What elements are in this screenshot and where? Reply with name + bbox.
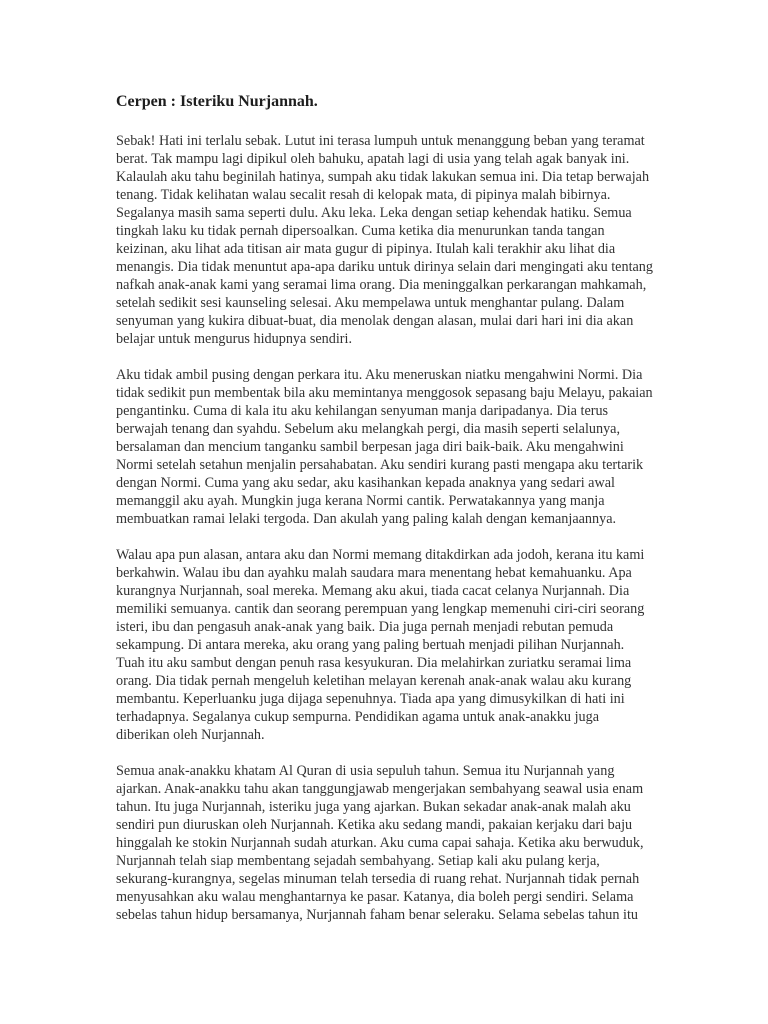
paragraph-1: Sebak! Hati ini terlalu sebak. Lutut ini terasa lumpuh untuk menanggung beban yang teramat berat. Tak mampu lagi dipikul oleh bahuku, apatah lagi di usia yang telah agak banyak ini. Kalaulah aku tahu beginilah hatinya, sumpah aku tidak lakukan semua ini. Dia tetap berwajah tenang. Tidak kelihatan walau secalit resah di kelopak mata, di pipinya malah bibirnya. Segalanya masih sama seperti dulu. Aku leka. Leka dengan setiap kehendak hatiku. Semua tingkah laku ku tidak pernah dipersoalkan. Cuma ketika dia menurunkan tanda tangan keizinan, aku lihat ada titisan air mata gugur di pipinya. Itulah kali terakhir aku lihat dia menangis. Dia tidak menuntut apa-apa dariku untuk dirinya selain dari mengingati aku tentang nafkah anak-anak kami yang seramai lima orang. Dia meninggalkan perkarangan mahkamah, setelah sedikit sesi kaunseling selesai. Aku mempelawa untuk menghantar pulang. Dalam senyuman yang kukira dibuat-buat, dia menolak dengan alasan, mulai dari hari ini dia akan belajar untuk mengurus hidupnya sendiri. (116, 133, 653, 347)
document-page (116, 92, 656, 942)
paragraph-3: Walau apa pun alasan, antara aku dan Normi memang ditakdirkan ada jodoh, kerana itu kami berkahwin. Walau ibu dan ayahku malah saudara mara menentang hebat kemahuanku. Apa kurangnya Nurjannah, soal mereka. Memang aku akui, tiada cacat celanya Nurjannah. Dia memiliki semuanya. cantik dan seorang perempuan yang lengkap memenuhi ciri-ciri seorang isteri, ibu dan pengasuh anak-anak yang baik. Dia juga pernah menjadi rebutan pemuda sekampung. Di antara mereka, aku orang yang paling bertuah menjadi pilihan Nurjannah. Tuah itu aku sambut dengan penuh rasa kesyukuran. Dia melahirkan zuriatku seramai lima orang. Dia tidak pernah mengeluh keletihan melayan kerenah anak-anak walau aku kurang membantu. Keperluanku juga dijaga sepenuhnya. Tiada apa yang dimusykilkan di hati ini terhadapnya. Segalanya cukup sempurna. Pendidikan agama untuk anak-anakku juga diberikan oleh Nurjannah. (116, 547, 645, 743)
paragraph-2: Aku tidak ambil pusing dengan perkara itu. Aku meneruskan niatku mengahwini Normi. Dia tidak sedikit pun membentak bila aku memintanya menggosok sepasang baju Melayu, pakaian pengantinku. Cuma di kala itu aku kehilangan senyuman manja daripadanya. Dia terus berwajah tenang dan syahdu. Sebelum aku melangkah pergi, dia masih seperti selalunya, bersalaman dan mencium tanganku sambil berpesan jaga diri baik-baik. Aku mengahwini Normi setelah setahun menjalin persahabatan. Aku sendiri kurang pasti mengapa aku tertarik dengan Normi. Cuma yang aku sedar, aku kasihankan kepada anaknya yang sedari awal memanggil aku ayah. Mungkin juga kerana Normi cantik. Perwatakannya yang manja membuatkan ramai lelaki tergoda. Dan akulah yang paling kalah dengan kemanjaannya. (116, 367, 653, 527)
paragraph-4: Semua anak-anakku khatam Al Quran di usia sepuluh tahun. Semua itu Nurjannah yang ajarkan. Anak-anakku tahu akan tanggungjawab mengerjakan sembahyang seawal usia enam tahun. Itu juga Nurjannah, isteriku juga yang ajarkan. Bukan sekadar anak-anak malah aku sendiri pun diuruskan oleh Nurjannah. Ketika aku sedang mandi, pakaian kerjaku dari baju hinggalah ke stokin Nurjannah sudah aturkan. Aku cuma capai sahaja. Ketika aku berwuduk, Nurjannah telah siap membentang sejadah sembahyang. Setiap kali aku pulang kerja, sekurang-kurangnya, segelas minuman telah tersedia di ruang rehat. Nurjannah tidak pernah menyusahkan aku walau menghantarnya ke pasar. Katanya, dia boleh pergi sendiri. Selama sebelas tahun hidup bersamanya, Nurjannah faham benar seleraku. Selama sebelas tahun itu (116, 763, 644, 923)
document-title: Cerpen : Isteriku Nurjannah. (116, 93, 318, 110)
